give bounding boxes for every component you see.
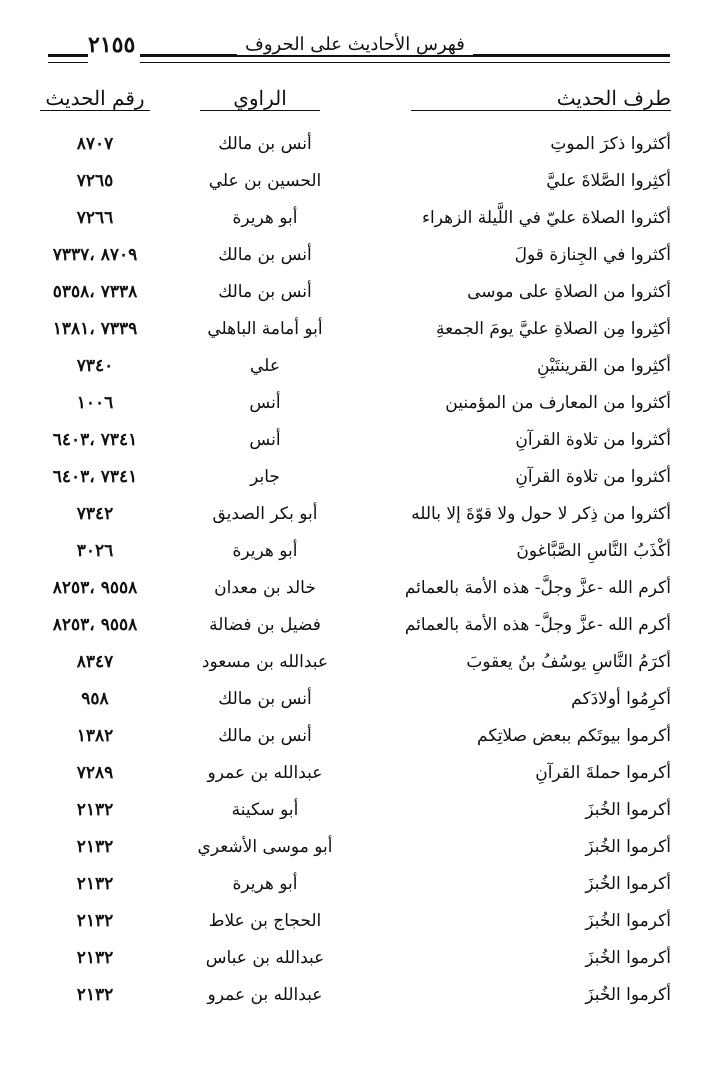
table-row (0, 461, 703, 498)
narrator: أنس بن مالك (218, 134, 312, 154)
hadith-number: ٢١٣٢ (76, 948, 114, 968)
hadith-number: ٢١٣٢ (76, 837, 114, 857)
hadith-number: ٨٧٠٧ (76, 134, 114, 154)
hadith-matn: أكرموا الخُبزَ (585, 948, 671, 968)
table-row (0, 942, 703, 979)
page-header (40, 30, 670, 70)
hadith-matn: أكرموا حملةَ القرآنِ (535, 763, 671, 783)
hadith-matn: أكرموا الخُبزَ (585, 800, 671, 820)
hadith-number: ٧٣٤٠ (76, 356, 114, 376)
hadith-number: ٧٣٣٨ ،٥٣٥٨ (52, 282, 138, 302)
hadith-matn: أكرَمُ النَّاسِ يوسُفُ بنُ يعقوبَ (466, 652, 671, 672)
hadith-matn: أكثروا في الجِنازة قولَ (514, 245, 671, 265)
narrator: أنس بن مالك (218, 726, 312, 746)
narrator: عبدالله بن عباس (205, 948, 325, 968)
narrator: أبو سكينة (231, 800, 299, 820)
column-headers (0, 86, 703, 116)
hadith-number: ٧٢٦٦ (76, 208, 114, 228)
hadith-matn: أكْذَبُ النَّاسِ الصَّبَّاغونَ (516, 541, 671, 561)
hadith-matn: أكثروا من الصلاةِ على موسى (467, 282, 671, 302)
narrator: عبدالله بن عمرو (207, 763, 323, 783)
narrator: خالد بن معدان (214, 578, 316, 598)
hadith-number: ٨٣٤٧ (76, 652, 114, 672)
hadith-matn: أكرم الله -عزَّ وجلَّ- هذه الأمة بالعمائم (404, 615, 671, 635)
table-row (0, 313, 703, 350)
table-row (0, 757, 703, 794)
column-header-rawi: الراوي (200, 86, 320, 111)
table-row (0, 535, 703, 572)
hadith-number: ٣٠٢٦ (76, 541, 114, 561)
column-header-number: رقم الحديث (40, 86, 150, 111)
hadith-number: ٧٣٤٢ (76, 504, 114, 524)
hadith-number: ١٣٨٢ (76, 726, 114, 746)
hadith-matn: أكثروا ذكرَ الموتِ (550, 134, 671, 154)
column-header-matn: طرف الحديث (411, 86, 671, 111)
table-row (0, 831, 703, 868)
hadith-matn: أكثروا من المعارف من المؤمنين (445, 393, 671, 413)
table-row (0, 276, 703, 313)
narrator: أنس (249, 393, 281, 413)
page-number: ٢١٥٥ (88, 32, 136, 58)
table-row (0, 646, 703, 683)
narrator: أنس (249, 430, 281, 450)
narrator: أنس بن مالك (218, 245, 312, 265)
table-row (0, 165, 703, 202)
hadith-number: ٩٥٥٨ ،٨٢٥٣ (52, 578, 138, 598)
narrator: الحجاج بن علاط (208, 911, 322, 931)
hadith-number: ٢١٣٢ (76, 874, 114, 894)
narrator: فضيل بن فضالة (209, 615, 321, 635)
narrator: أبو هريرة (232, 541, 298, 561)
narrator: أبو هريرة (232, 874, 298, 894)
table-row (0, 239, 703, 276)
hadith-matn: أكرموا الخُبزَ (585, 911, 671, 931)
narrator: أبو أمامة الباهلي (207, 319, 323, 339)
running-title (40, 34, 670, 55)
table-row (0, 387, 703, 424)
hadith-matn: أكرِمُوا أولادَكم (571, 689, 671, 709)
narrator: أبو موسى الأشعري (197, 837, 333, 857)
table-row (0, 424, 703, 461)
hadith-matn: أكثِروا من القرينتَيْنِ (536, 356, 671, 376)
table-row (0, 128, 703, 165)
narrator: جابر (250, 467, 280, 487)
hadith-matn: أكثِروا الصَّلاةَ عليَّ (546, 171, 671, 191)
table-row (0, 609, 703, 646)
narrator: أبو هريرة (232, 208, 298, 228)
narrator: أبو بكر الصديق (212, 504, 318, 524)
header-rule-left (48, 54, 88, 63)
table-row (0, 979, 703, 1016)
narrator: عبدالله بن عمرو (207, 985, 323, 1005)
table-row (0, 498, 703, 535)
narrator: علي (250, 356, 280, 376)
table-row (0, 683, 703, 720)
hadith-number: ٢١٣٢ (76, 911, 114, 931)
table-row (0, 720, 703, 757)
hadith-number: ٧٣٣٩ ،١٣٨١ (52, 319, 138, 339)
narrator: أنس بن مالك (218, 282, 312, 302)
hadith-number: ١٠٠٦ (76, 393, 114, 413)
narrator: الحسين بن علي (208, 171, 322, 191)
hadith-number: ٩٥٥٨ ،٨٢٥٣ (52, 615, 138, 635)
hadith-matn: أكثروا الصلاة عليّ في اللَّيلة الزهراء (422, 208, 671, 228)
hadith-matn: أكرموا الخُبزَ (585, 837, 671, 857)
table-row (0, 794, 703, 831)
hadith-matn: أكرموا بيوتَكم ببعض صلاتِكم (477, 726, 671, 746)
table-row (0, 572, 703, 609)
hadith-matn: أكرم الله -عزَّ وجلَّ- هذه الأمة بالعمائم (404, 578, 671, 598)
narrator: عبدالله بن مسعود (201, 652, 329, 672)
hadith-number: ٩٥٨ (81, 689, 109, 709)
table-row (0, 868, 703, 905)
hadith-number: ٧٣٤١ ،٦٤٠٣ (52, 430, 138, 450)
hadith-number: ٧٢٦٥ (76, 171, 114, 191)
hadith-number: ٧٣٤١ ،٦٤٠٣ (52, 467, 138, 487)
narrator: أنس بن مالك (218, 689, 312, 709)
hadith-number: ٨٧٠٩ ،٧٣٣٧ (52, 245, 138, 265)
hadith-matn: أكثروا من ذِكر لا حول ولا قوّةَ إلا بالله (411, 504, 671, 524)
hadith-matn: أكرموا الخُبزَ (585, 874, 671, 894)
table-row (0, 905, 703, 942)
hadith-number: ٢١٣٢ (76, 800, 114, 820)
table-row (0, 350, 703, 387)
hadith-number: ٧٢٨٩ (76, 763, 114, 783)
hadith-number: ٢١٣٢ (76, 985, 114, 1005)
running-title-text: فهرس الأحاديث على الحروف (237, 34, 473, 55)
hadith-matn: أكثروا من تلاوة القرآنِ (515, 430, 671, 450)
table-row (0, 202, 703, 239)
hadith-matn: أكرموا الخُبزَ (585, 985, 671, 1005)
hadith-matn: أكثِروا مِن الصلاةِ عليَّ يومَ الجمعةِ (435, 319, 671, 339)
header-rule-right (140, 54, 670, 63)
hadith-index-table (0, 128, 703, 1016)
hadith-matn: أكثروا من تلاوة القرآنِ (515, 467, 671, 487)
